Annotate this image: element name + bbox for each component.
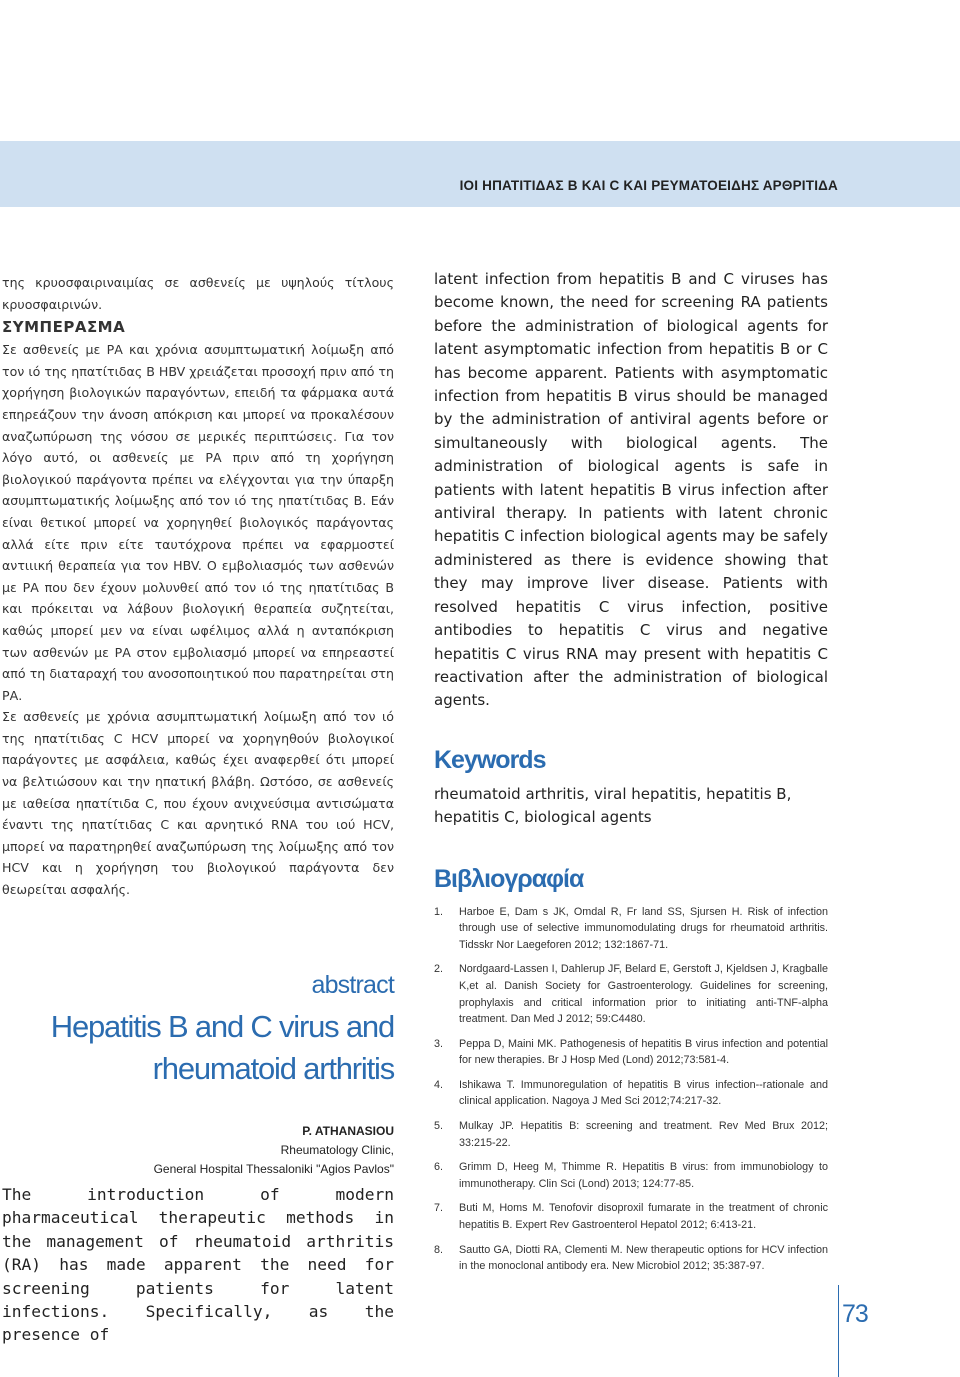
reference-number: 1. (434, 905, 444, 918)
reference-number: 2. (434, 963, 444, 976)
reference-number: 6. (434, 1161, 444, 1174)
reference-text: Ishikawa T. Immunoregulation of hepatitis B virus infection--rationale and clinical application. Nagoya J Med Sci 2012;74:217-32. (459, 1078, 828, 1108)
reference-item (434, 1118, 828, 1151)
abstract-intro: The introduction of modern pharmaceutical therapeutic methods in the management of rheumatoid arthritis (RA) has made apparent the need for screening patients for latent infections. Specifically, as the presence of (2, 1185, 394, 1345)
reference-text: Sautto GA, Diotti RA, Clementi M. New therapeutic options for HCV infection in the monoclonal antibody era. New Microbiol 2012; 35:387-97. (459, 1243, 828, 1273)
bibliography-heading: Βιβλιογραφία (434, 864, 584, 893)
affiliation-line-2: General Hospital Thessaloniki "Agios Pavlos" (153, 1162, 394, 1176)
reference-number: 8. (434, 1243, 444, 1256)
reference-item (434, 1159, 828, 1192)
reference-text: Buti M, Homs M. Tenofovir disoproxil fumarate in the treatment of chronic hepatitis B. Expert Rev Gastroenterol Hepatol 2012; 6:413-21. (459, 1202, 828, 1232)
reference-text: Grimm D, Heeg M, Thimme R. Hepatitis B virus: from immunobiology to immunotherapy. Clin Sci (Lond) 2013; 124:77-85. (459, 1161, 828, 1190)
keywords-heading: Keywords (434, 745, 546, 774)
reference-text: Nordgaard-Lassen I, Dahlerup JF, Belard E, Gerstoft J, Kjeldsen J, Kragballe K,et al. Danish Society for Gastroenterology. Guidelines for screening, prophylaxis and critical information prior to initiating anti-TNF-alpha treatment. Dan Med J 2012; 59:C4480. (459, 963, 828, 1026)
author-name: P. ATHANASIOU (302, 1124, 394, 1138)
abstract-title: Hepatitis B and C virus and rheumatoid arthritis (50, 1009, 394, 1086)
reference-number: 4. (434, 1078, 444, 1091)
reference-list (434, 904, 828, 1275)
english-column (434, 268, 828, 1283)
affiliation-line-1: Rheumatology Clinic, (280, 1143, 394, 1157)
reference-item (434, 1200, 828, 1233)
reference-item (434, 1036, 828, 1069)
running-title: ΙΟΙ ΗΠΑΤΙΤΙΔΑΣ Β ΚΑΙ C ΚΑΙ ΡΕΥΜΑΤΟΕΙΔΗΣ ΑΡΘΡΙΤΙΔΑ (459, 178, 838, 193)
reference-item (434, 904, 828, 954)
reference-text: Peppa D, Maini MK. Pathogenesis of hepatitis B virus infection and potential for new therapies. Br J Hosp Med (Lond) 2012;73:581-4. (459, 1037, 828, 1067)
conclusion-heading: ΣΥΜΠΕΡΑΣΜΑ (2, 318, 126, 337)
conclusion-paragraph-2: Σε ασθενείς με χρόνια ασυμπτωματική λοίμωξη από τον ιό της ηπατίτιδας C HCV μπορεί να χορηγηθούν βιολογικοί παράγοντες με ασφάλεια, καθώς έχει αναφερθεί ότι μπορεί να βελτιώσουν και την ηπατική βλάβη. Ωστόσο, σε ασθενείς με ιαθείσα ηπατίτιδα C, που έχουν ανιχνεύσιμα αντισώματα έναντι της ηπατίτιδας C και αρνητικό RNA του ιού HCV, μπορεί να παρατηρηθεί αναζωπύρωση της λοίμωξης από τον HCV και η χορήγηση του βιολογικού παράγοντα δεν θεωρείται ασφαλής. (2, 709, 394, 898)
reference-number: 7. (434, 1202, 444, 1215)
reference-number: 5. (434, 1120, 444, 1133)
page-number: 73 (842, 1300, 868, 1328)
reference-item (434, 961, 828, 1027)
conclusion-paragraph-1: Σε ασθενείς με ΡΑ και χρόνια ασυμπτωματική λοίμωξη από τον ιό της ηπατίτιδας Β HBV χρειάζεται προσοχή πριν από τη χορήγηση βιολογικών παραγόντων, επειδή τα φάρμακα αυτά επηρεάζουν την άνοση απόκριση και μπορεί να προκαλέσουν αναζωπύρωση της νόσου σε μερικές περιπτώσεις. Για τον λόγο αυτό, οι ασθενείς με ΡΑ πριν από τη χορήγηση βιολογικού παράγοντα πρέπει να ελέγχονται για την ύπαρξη ασυμπτωματικής λοίμωξης από τον ιό της ηπατίτιδας Β. Εάν είναι θετικοί μπορεί να χορηγηθεί βιολογικός παράγοντας αλλά είτε πριν είτε ταυτόχρονα πρέπει να εφαρμοστεί αντιιική θεραπεία για τον HBV. Ο εμβολιασμός των ασθενών με ΡΑ που δεν έχουν μολυνθεί από τον ιό της ηπατίτιδας Β και πρόκειται να λάβουν βιολογική θεραπεία συζητείται, καθώς μπορεί μεν να είναι ωφέλιμος αλλά η ανταπόκριση των ασθενών με ΡΑ στον εμβολιασμό μπορεί να επηρεαστεί από τη διαταραχή του ανοσοποιητικού που παρατηρείται στη ΡΑ. (2, 342, 394, 703)
reference-text: Harboe E, Dam s JK, Omdal R, Fr land SS, Sjursen H. Risk of infection through use of selective immunomodulating drugs for rheumatoid arthritis. Tidsskr Nor Laegeforen 2012; 132:1867-71. (459, 905, 828, 951)
reference-number: 3. (434, 1037, 444, 1050)
abstract-continued: latent infection from hepatitis B and C viruses has become known, the need for screening RA patients before the administration of biological agents for latent asymptomatic infection from hepatitis B or C has become apparent. Patients with asymptomatic infection from hepatitis B virus should be managed by the administration of antiviral agents before or simultaneously with biological agents. The administration of biological agents is safe in patients with latent hepatitis B virus infection after antiviral therapy. In patients with latent chronic hepatitis C infection biological agents may be safely administered as there is evidence showing that they may improve liver disease. Patients with resolved hepatitis C virus infection, positive antibodies to hepatitis C virus and negative hepatitis C virus RNA may present with hepatitis C reactivation after the administration of biological agents. (434, 270, 828, 710)
abstract-label: abstract (311, 971, 394, 999)
abstract-block (2, 968, 394, 1179)
author-info (2, 1122, 394, 1179)
greek-text-column (2, 272, 394, 901)
reference-item (434, 1242, 828, 1275)
reference-item (434, 1077, 828, 1110)
continuation-paragraph: της κρυοσφαιριναιμίας σε ασθενείς με υψηλούς τίτλους κρυοσφαιρινών. (2, 275, 394, 312)
reference-text: Mulkay JP. Hepatitis B: screening and treatment. Rev Med Brux 2012; 33:215-22. (459, 1120, 828, 1149)
page-number-rule (838, 1285, 839, 1377)
header-band (0, 141, 960, 207)
keywords-text: rheumatoid arthritis, viral hepatitis, hepatitis B, hepatitis C, biological agents (434, 784, 792, 827)
